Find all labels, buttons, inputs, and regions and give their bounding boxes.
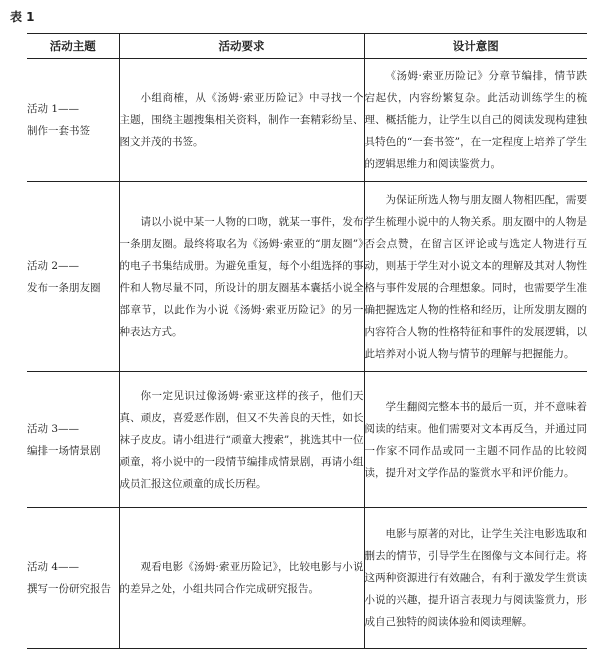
theme-cell — [27, 182, 119, 372]
theme-label: 活动 1—— — [27, 103, 80, 115]
header-theme: 活动主题 — [27, 34, 119, 59]
header-requirement: 活动要求 — [119, 34, 364, 59]
theme-label: 活动 3—— — [27, 422, 80, 435]
intent-cell: 学生翻阅完整本书的最后一页，并不意味着阅读的结束。他们需要对文本再反刍，并通过同一作家不同作品或同一主题不同作品的比较阅读，提升对文学作品的鉴赏水平和评价能力。 — [364, 372, 587, 508]
requirement-cell: 小组商榷，从《汤姆·索亚历险记》中寻找一个主题，围绕主题搜集相关资料，制作一套精彩纷呈、图文并茂的书签。 — [119, 59, 364, 182]
theme-name: 撰写一份研究报告 — [27, 583, 111, 595]
requirement-cell: 你一定见识过像汤姆·索亚这样的孩子，他们天真、顽皮，喜爱恶作剧，但又不失善良的天性，如长袜子皮皮。请小组进行“顽童大搜索”，挑选其中一位顽童，将小说中的一段情节编排成情景剧，再请小组成员汇报这位顽童的成长历程。 — [119, 372, 364, 508]
theme-label: 活动 2—— — [27, 259, 80, 272]
intent-cell: 为保证所选人物与朋友圈人物相匹配，需要学生梳理小说中的人物关系。朋友圈中的人物是否会点赞，在留言区评论或与选定人物进行互动，则基于学生对小说文本的理解及其对人物性格与事件发展的合理想象。同时，也需要学生准确把握选定人物的性格和经历，让所发朋友圈的内容符合人物的性格特征和事件的发展逻辑，以此培养对小说人物与情节的理解与把握能力。 — [364, 182, 587, 372]
theme-name: 编排一场情景剧 — [27, 444, 101, 457]
theme-cell — [27, 372, 119, 508]
theme-name: 发布一条朋友圈 — [27, 281, 101, 294]
requirement-cell: 请以小说中某一人物的口吻，就某一事件，发布一条朋友圈。最终将取名为《汤姆·索亚的“朋友圈”》的电子书集结成册。为避免重复，每个小组选择的事件和人物尽量不同，所设计的朋友圈基本囊括小说全部章节，以此作为小说《汤姆·索亚历险记》的另一种表达方式。 — [119, 182, 364, 372]
requirement-cell: 观看电影《汤姆·索亚历险记》，比较电影与小说的差异之处，小组共同合作完成研究报告。 — [119, 508, 364, 649]
activity-table — [27, 33, 587, 649]
table-row — [27, 372, 587, 508]
theme-cell — [27, 59, 119, 182]
intent-cell: 《汤姆·索亚历险记》分章节编排，情节跌宕起伏，内容纷繁复杂。此活动训练学生的梳理、概括能力，让学生以自己的阅读发现构建独具特色的“一套书签”，在一定程度上培养了学生的逻辑思维力和阅读鉴赏力。 — [364, 59, 587, 182]
table-row — [27, 59, 587, 182]
theme-name: 制作一套书签 — [27, 125, 90, 137]
table-row — [27, 508, 587, 649]
header-intent: 设计意图 — [364, 34, 587, 59]
theme-cell — [27, 508, 119, 649]
intent-cell: 电影与原著的对比，让学生关注电影选取和删去的情节，引导学生在图像与文本间行走。将这两种资源进行有效融合，有利于激发学生赏读小说的兴趣，提升语言表现力与阅读鉴赏力，形成自己独特的阅读体验和阅读理解。 — [364, 508, 587, 649]
header-row — [27, 34, 587, 59]
theme-label: 活动 4—— — [27, 561, 80, 573]
table-caption: 表 1 — [10, 10, 35, 24]
table-row — [27, 182, 587, 372]
